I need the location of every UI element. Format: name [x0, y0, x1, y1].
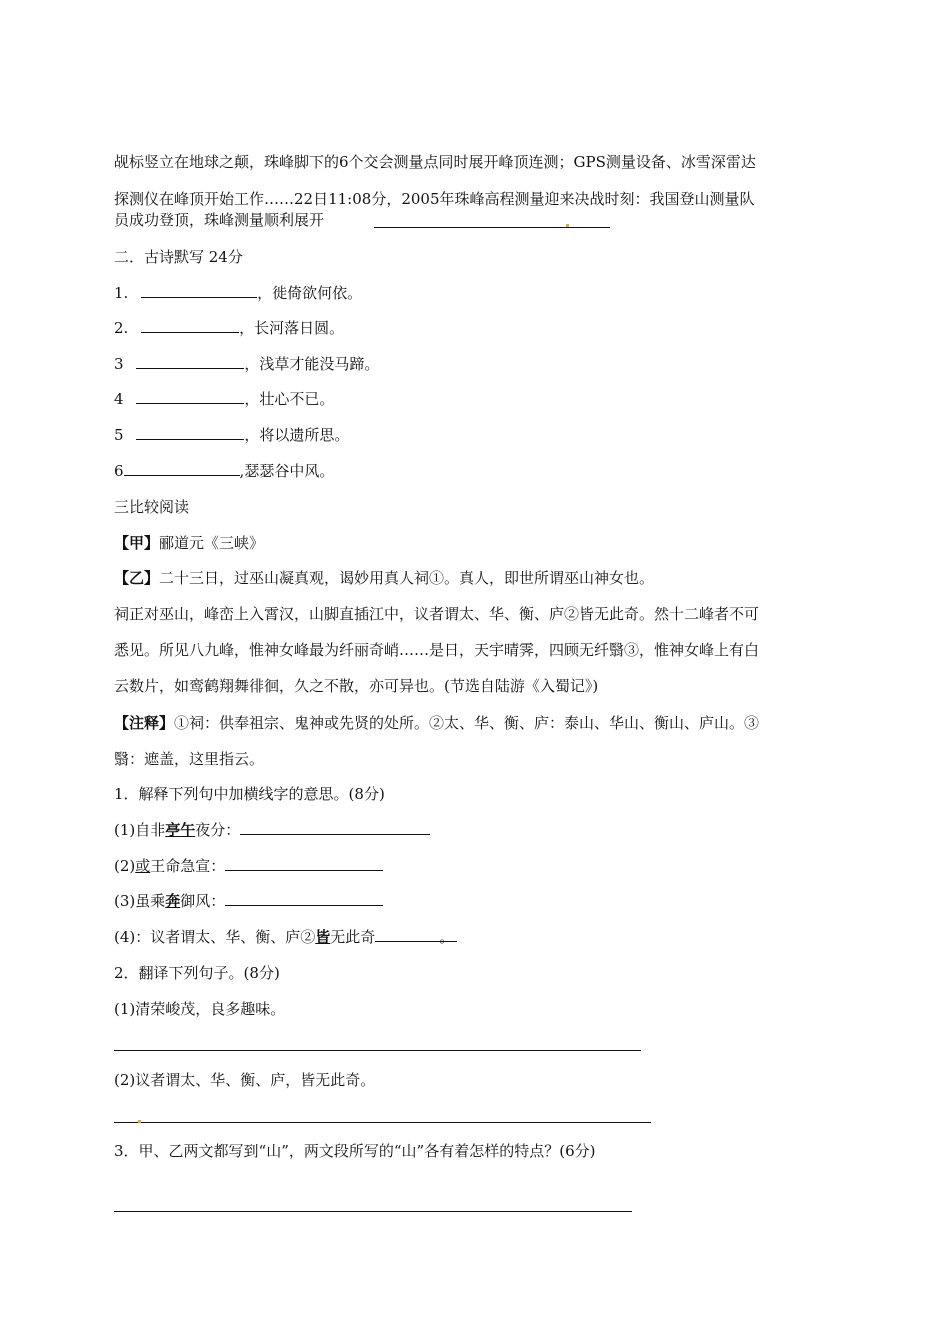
poem-item-number: 5 — [114, 426, 124, 444]
q1-item-1 — [114, 820, 430, 840]
poem-item-text: ，徙倚欲何依。 — [257, 284, 363, 302]
question-1-title: 1．解释下列句中加横线字的意思。(8分) — [114, 785, 385, 803]
q1-item-key: 奔 — [165, 892, 181, 910]
poem-blank-4[interactable] — [136, 389, 244, 404]
notes-line-2: 翳：遮盖，这里指云。 — [114, 750, 265, 768]
q2-sentence-1: (1)清荣峻茂，良多趣味。 — [114, 1000, 286, 1018]
section-2-heading: 二．古诗默写 24分 — [114, 248, 243, 266]
q1-item-prefix: (2) — [114, 857, 136, 875]
text-yi-line-1 — [114, 568, 654, 588]
notes-line-1 — [114, 713, 759, 733]
poem-item-6 — [114, 461, 334, 481]
yi-line-1-text: 二十三日，过巫山凝真观，谒妙用真人祠①。真人，即世所谓巫山神女也。 — [159, 569, 655, 587]
poem-item-number: 6 — [114, 462, 124, 480]
q2-answer-line-2[interactable] — [114, 1122, 651, 1123]
q1-item-end: 。 — [439, 928, 455, 946]
q1-item-suffix: 无此奇 — [330, 928, 376, 946]
notes-mark: 【注释】 — [114, 714, 175, 732]
poem-item-text: ，壮心不已。 — [244, 390, 335, 408]
text-yi-line-4: 云数片，如鸾鹤翔舞徘徊，久之不散，亦可异也。(节选自陆游《入蜀记》) — [114, 677, 599, 695]
poem-item-number: 3 — [114, 355, 124, 373]
question-2-title: 2．翻译下列句子。(8分) — [114, 964, 280, 982]
q1-item-suffix: 御风： — [180, 892, 226, 910]
poem-blank-3[interactable] — [136, 354, 244, 369]
q1-item-suffix: 王命急宣： — [150, 857, 226, 875]
q1-answer-blank-2[interactable] — [225, 856, 383, 871]
text-yi-line-3: 悉见。所见八九峰，惟神女峰最为纤丽奇峭……是日，天宇晴霁，四顾无纤翳③，惟神女峰上有白 — [114, 641, 760, 659]
orange-mark — [566, 224, 569, 227]
section-3-heading: 三比较阅读 — [114, 498, 190, 516]
poem-item-text: ，将以遗所思。 — [244, 426, 350, 444]
notes-line-1-text: ①祠：供奉祖宗、鬼神或先贤的处所。②太、华、衡、庐：泰山、华山、衡山、庐山。③ — [174, 714, 760, 732]
q1-item-prefix: (4)：议者谓太、华、衡、庐② — [114, 928, 316, 946]
passage-line-3-text: 员成功登顶，珠峰测量顺利展开 — [114, 211, 325, 229]
q1-item-key: 或 — [135, 857, 151, 875]
answer-blank-passage[interactable] — [374, 227, 610, 228]
q1-item-suffix: 夜分： — [195, 821, 241, 839]
poem-item-text: ,瑟瑟谷中风。 — [239, 462, 335, 480]
poem-item-1 — [114, 283, 362, 303]
question-3-title: 3．甲、乙两文都写到“山”，两文段所写的“山”各有着怎样的特点？(6分) — [114, 1142, 596, 1160]
q1-item-2 — [114, 856, 383, 876]
passage-line-3 — [114, 210, 324, 230]
poem-item-number: 4 — [114, 390, 124, 408]
q1-answer-blank-4[interactable] — [375, 927, 457, 946]
q2-answer-line-1[interactable] — [114, 1050, 641, 1051]
poem-item-number: 1. — [114, 284, 129, 302]
poem-item-4 — [114, 389, 334, 409]
q1-answer-blank-3[interactable] — [225, 891, 383, 906]
poem-blank-1[interactable] — [141, 283, 257, 298]
jia-text: 郦道元《三峡》 — [159, 534, 265, 552]
q1-answer-blank-1[interactable] — [240, 820, 430, 835]
yi-mark: 【乙】 — [114, 569, 160, 587]
poem-item-text: ，长河落日圆。 — [239, 319, 345, 337]
poem-item-text: ，浅草才能没马蹄。 — [244, 355, 380, 373]
passage-line-1: 觇标竖立在地球之颠，珠峰脚下的6个交会测量点同时展开峰顶连测；GPS测量设备、冰雪深雷达 — [114, 153, 756, 171]
orange-mark — [138, 1120, 141, 1123]
jia-mark: 【甲】 — [114, 534, 160, 552]
q1-item-prefix: (3)虽乘 — [114, 892, 166, 910]
poem-blank-5[interactable] — [136, 425, 244, 440]
q1-item-3 — [114, 891, 383, 911]
poem-blank-2[interactable] — [141, 318, 239, 333]
text-yi-line-2: 祠正对巫山，峰峦上入霄汉，山脚直插江中，议者谓太、华、衡、庐②皆无此奇。然十二峰者不可 — [114, 605, 760, 623]
q3-answer-line[interactable] — [114, 1211, 632, 1212]
q2-sentence-2: (2)议者谓太、华、衡、庐，皆无此奇。 — [114, 1071, 376, 1089]
poem-item-2 — [114, 318, 344, 338]
q1-item-key: 亭午 — [165, 821, 196, 839]
passage-line-2: 探测仪在峰顶开始工作……22日11:08分，2005年珠峰高程测量迎来决战时刻：我国登山测量队 — [114, 190, 755, 208]
q1-item-4 — [114, 927, 457, 947]
poem-item-5 — [114, 425, 349, 445]
poem-item-3 — [114, 354, 379, 374]
poem-item-number: 2. — [114, 319, 129, 337]
poem-blank-6[interactable] — [124, 461, 240, 476]
q1-item-key: 皆 — [315, 928, 331, 946]
q1-item-prefix: (1)自非 — [114, 821, 166, 839]
text-jia — [114, 533, 264, 553]
